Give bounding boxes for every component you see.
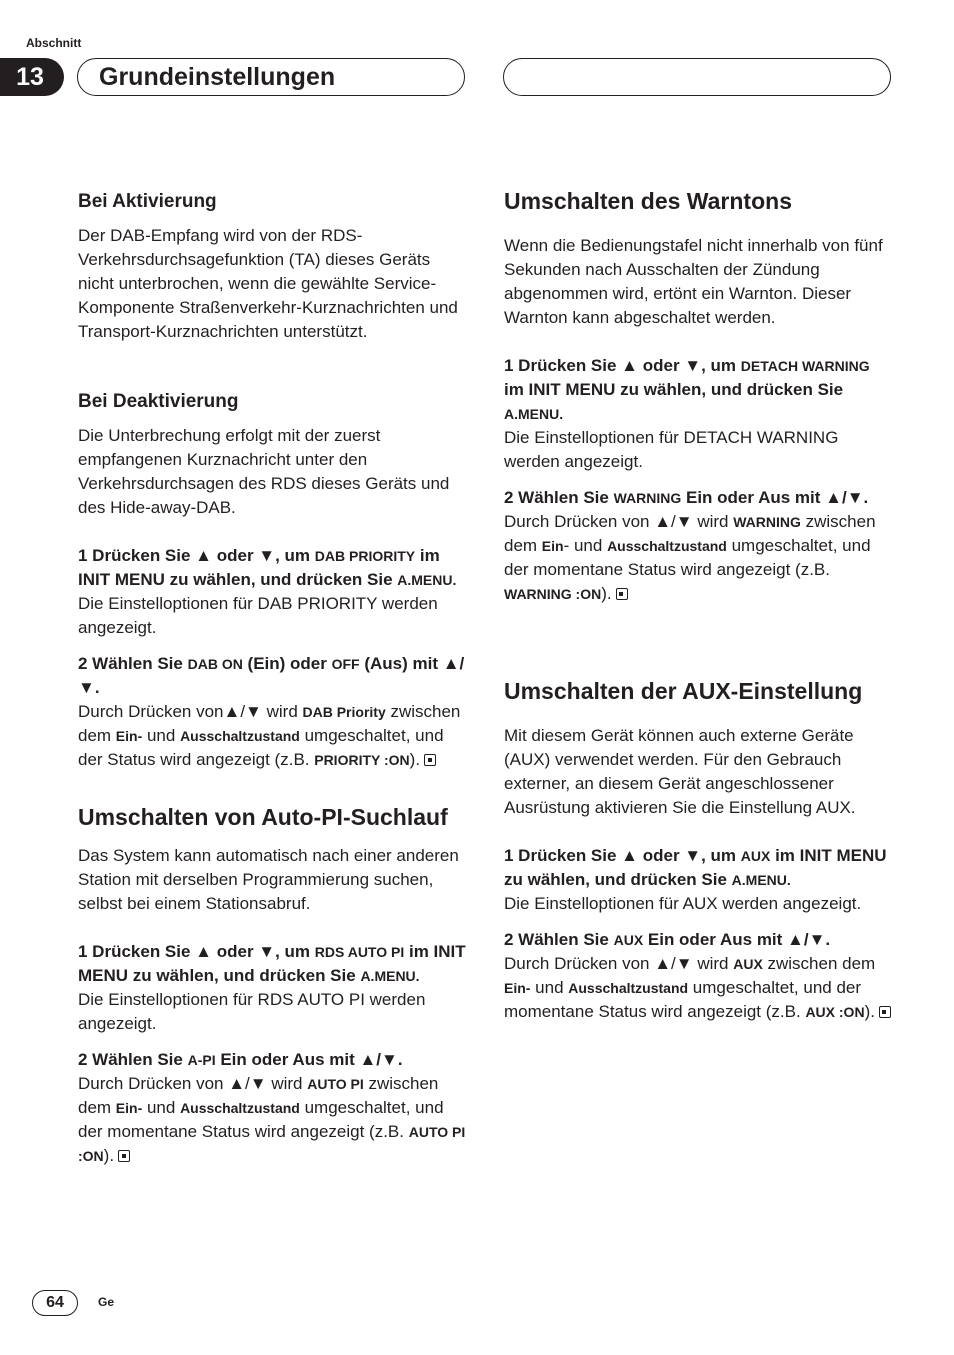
header-empty-box: [503, 58, 891, 96]
chapter-title: Grundeinstellungen: [77, 58, 465, 96]
warning-step-1-result: Die Einstelloptionen für DETACH WARNING werden angezeigt.: [504, 428, 839, 471]
deactivation-step-1: 1 Drücken Sie ▲ oder ▼, um DAB PRIORITY im INIT MENU zu wählen, und drücken Sie A.MENU.: [78, 546, 457, 589]
autopi-body: Das System kann automatisch nach einer anderen Station mit derselben Programmierung suchen, selbst bei einem Stationsabruf.: [78, 846, 459, 913]
autopi-step-2: 2 Wählen Sie A-PI Ein oder Aus mit ▲/▼.: [78, 1050, 403, 1069]
autopi-step-2-result: Durch Drücken von ▲/▼ wird AUTO PI zwischen dem Ein- und Ausschaltzustand umgeschaltet, und der momentane Status wird angezeigt (z.B. AUTO PI :ON).: [78, 1074, 466, 1165]
deactivation-body: Die Unterbrechung erfolgt mit der zuerst empfangenen Kurznachricht unter den Verkehrsdurchsagen des RDS dieses Geräts und des Hide-away-DAB.: [78, 426, 450, 517]
aux-body: Mit diesem Gerät können auch externe Geräte (AUX) verwendet werden. Für den Gebrauch externer, an diesem Gerät angeschlossener Ausrüstung aktivieren Sie die Einstellung AUX.: [504, 726, 856, 817]
aux-step-1-result: Die Einstelloptionen für AUX werden angezeigt.: [504, 894, 862, 913]
end-mark-icon: [424, 754, 436, 766]
warning-heading: Umschalten des Warntons: [504, 188, 792, 214]
autopi-heading: Umschalten von Auto-PI-Suchlauf: [78, 804, 448, 830]
warning-body: Wenn die Bedienungstafel nicht innerhalb von fünf Sekunden nach Ausschalten der Zündung abgenommen wird, ertönt ein Warnton. Dieser Warnton kann abgeschaltet werden.: [504, 236, 883, 327]
autopi-step-1: 1 Drücken Sie ▲ oder ▼, um RDS AUTO PI im INIT MENU zu wählen, und drücken Sie A.MENU.: [78, 942, 466, 985]
activation-heading: Bei Aktivierung: [78, 191, 217, 212]
end-mark-icon: [616, 588, 628, 600]
chapter-number-badge: 13: [0, 58, 64, 96]
left-column: [78, 180, 468, 1168]
warning-step-2: 2 Wählen Sie WARNING Ein oder Aus mit ▲/▼.: [504, 488, 869, 507]
deactivation-step-2-result: Durch Drücken von▲/▼ wird DAB Priority zwischen dem Ein- und Ausschaltzustand umgeschaltet, und der Status wird angezeigt (z.B. PRIORITY :ON).: [78, 702, 461, 769]
deactivation-heading: Bei Deaktivierung: [78, 391, 239, 412]
section-label: Abschnitt: [26, 36, 82, 50]
activation-body: Der DAB-Empfang wird von der RDS-Verkehrsdurchsagefunktion (TA) dieses Geräts nicht unterbrochen, wenn die gewählte Service-Komponente Straßenverkehr-Kurznachrichten und Transport-Kurznachrichten unterstützt.: [78, 226, 458, 341]
autopi-step-1-result: Die Einstelloptionen für RDS AUTO PI werden angezeigt.: [78, 990, 426, 1033]
right-column: [504, 180, 894, 1024]
aux-step-2-result: Durch Drücken von ▲/▼ wird AUX zwischen dem Ein- und Ausschaltzustand umgeschaltet, und der momentane Status wird angezeigt (z.B. AUX :ON).: [504, 952, 894, 1024]
deactivation-step-1-result: Die Einstelloptionen für DAB PRIORITY werden angezeigt.: [78, 594, 438, 637]
end-mark-icon: [879, 1006, 891, 1018]
page-number: 64: [32, 1290, 78, 1316]
warning-step-2-result: Durch Drücken von ▲/▼ wird WARNING zwischen dem Ein- und Ausschaltzustand umgeschaltet, und der momentane Status wird angezeigt (z.B. WARNING :ON).: [504, 512, 876, 603]
aux-heading: Umschalten der AUX-Einstellung: [504, 678, 863, 704]
language-code: Ge: [98, 1295, 115, 1309]
warning-step-1: 1 Drücken Sie ▲ oder ▼, um DETACH WARNING im INIT MENU zu wählen, und drücken Sie A.MENU.: [504, 356, 870, 422]
aux-step-2: 2 Wählen Sie AUX Ein oder Aus mit ▲/▼.: [504, 930, 831, 949]
end-mark-icon: [118, 1150, 130, 1162]
deactivation-step-2: 2 Wählen Sie DAB ON (Ein) oder OFF (Aus) mit ▲/▼.: [78, 654, 465, 697]
aux-step-1: 1 Drücken Sie ▲ oder ▼, um AUX im INIT MENU zu wählen, und drücken Sie A.MENU.: [504, 846, 887, 889]
